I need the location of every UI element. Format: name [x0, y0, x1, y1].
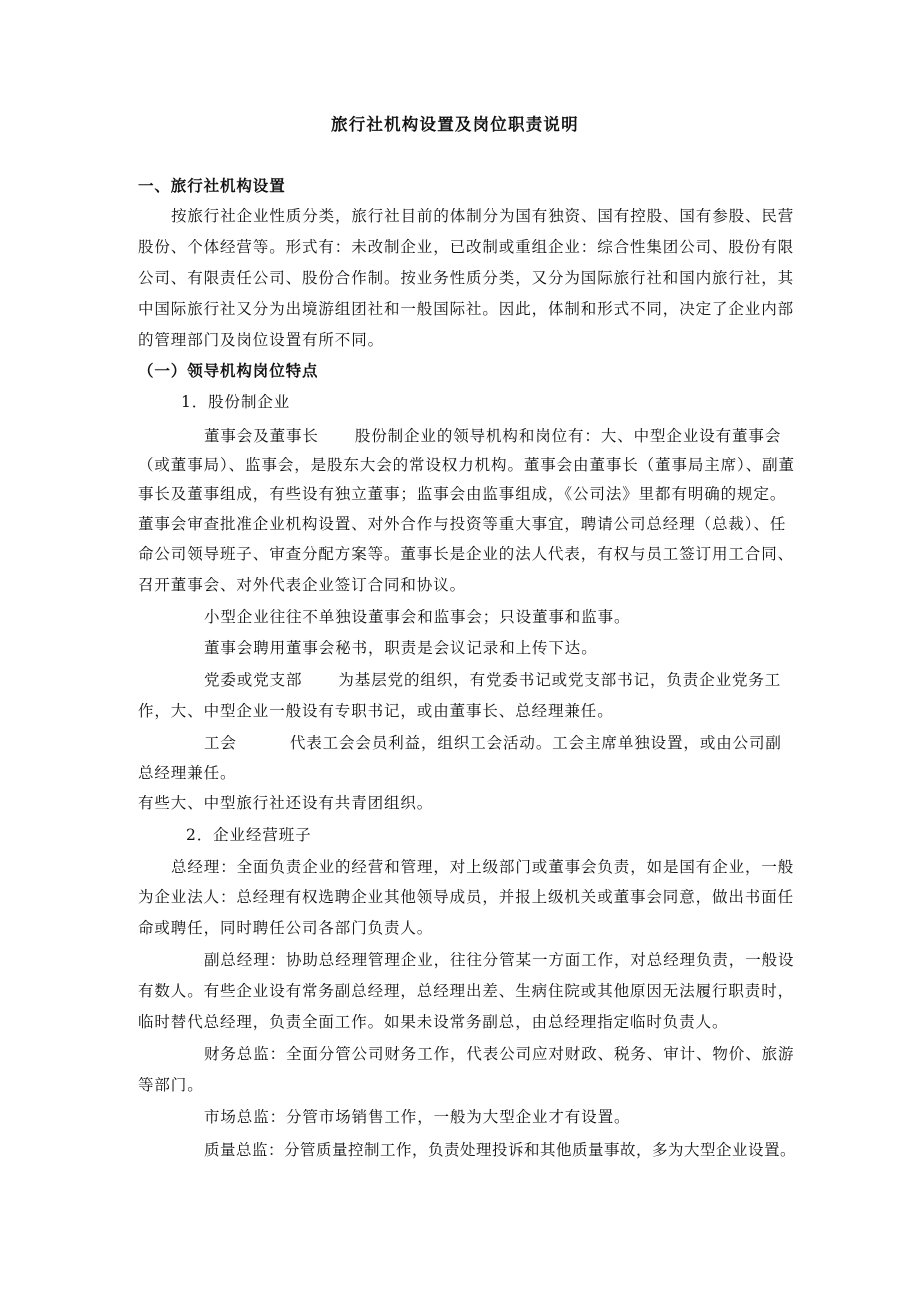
party-label: 党委或党支部	[204, 671, 303, 689]
union-text: 代表工会会员利益，组织工会活动。工会主席单独设置，或由公司副	[289, 734, 782, 752]
section-heading: 一、旅行社机构设置	[138, 177, 286, 195]
item-title: 2．企业经营班子	[186, 826, 312, 844]
deputy-line: 有数人。有些企业设有常务副总经理，总经理出差、生病住院或其他原因无法履行职责时，	[138, 982, 795, 1000]
gm-line: 总经理：全面负责企业的经营和管理，对上级部门或董事会负责，如是国有企业，一般	[171, 858, 795, 876]
board-line: 董事会审查批准企业机构设置、对外合作与投资等重大事宜，聘请公司总经理（总裁）、任	[138, 515, 787, 533]
intro-line: 公司、有限责任公司、股份合作制。按业务性质分类，又分为国际旅行社和国内旅行社，其	[138, 269, 795, 287]
gm-line: 命或聘任，同时聘任公司各部门负责人。	[138, 919, 434, 937]
intro-line: 按旅行社企业性质分类，旅行社目前的体制分为国有独资、国有控股、国有参股、民营	[171, 207, 795, 225]
party-line	[204, 670, 781, 690]
board-line: （或董事局）、监事会，是股东大会的常设权力机构。董事会由董事长（董事局主席）、副董	[138, 456, 795, 474]
cfo-line: 财务总监：全面分管公司财务工作，代表公司应对财政、税务、审计、物价、旅游	[204, 1045, 795, 1063]
cmo-text: 市场总监：分管市场销售工作，一般为大型企业才有设置。	[204, 1108, 631, 1126]
party-line: 作，大、中型企业一般设有专职书记，或由董事长、总经理兼任。	[138, 702, 614, 720]
document-title: 旅行社机构设置及岗位职责说明	[331, 115, 579, 134]
gm-line: 为企业法人：总经理有权选聘企业其他领导成员，并报上级机关或董事会同意，做出书面任	[138, 888, 795, 906]
small-company-text: 小型企业往往不单独设董事会和监事会；只设董事和监事。	[204, 608, 631, 626]
board-line: 命公司领导班子、审查分配方案等。董事长是企业的法人代表，有权与员工签订用工合同、	[138, 545, 795, 563]
qa-text: 质量总监：分管质量控制工作，负责处理投诉和其他质量事故，多为大型企业设置。	[204, 1141, 796, 1159]
party-text: 为基层党的组织，有党委书记或党支部书记，负责企业党务工	[338, 671, 782, 689]
item-title: 1．股份制企业	[181, 393, 291, 411]
board-line	[204, 426, 781, 446]
board-line: 事长及董事组成，有些设有独立董事；监事会由监事组成，《公司法》里都有明确的规定。	[138, 485, 787, 503]
subsection-heading: （一）领导机构岗位特点	[138, 362, 319, 380]
union-line	[204, 733, 782, 753]
deputy-line: 副总经理：协助总经理管理企业，往往分管某一方面工作，对总经理负责，一般设	[204, 951, 795, 969]
board-line: 召开董事会、对外代表企业签订合同和协议。	[138, 576, 467, 594]
intro-line: 中国际旅行社又分为出境游组团社和一般国际社。因此，体制和形式不同，决定了企业内部	[138, 300, 795, 318]
youth-text: 有些大、中型旅行社还设有共青团组织。	[138, 794, 434, 812]
cfo-line: 等部门。	[138, 1076, 204, 1094]
union-label: 工会	[204, 734, 237, 752]
union-line: 总经理兼任。	[138, 764, 237, 782]
secretary-text: 董事会聘用董事会秘书，职责是会议记录和上传下达。	[204, 639, 598, 657]
board-label: 董事会及董事长	[204, 427, 319, 445]
intro-line: 的管理部门及岗位设置有所不同。	[138, 331, 385, 349]
intro-line: 股份、个体经营等。形式有：未改制企业，已改制或重组企业：综合性集团公司、股份有限	[138, 238, 795, 256]
board-text: 股份制企业的领导机构和岗位有：大、中型企业设有董事会	[354, 427, 782, 445]
deputy-line: 临时替代总经理，负责全面工作。如果未设常务副总，由总经理指定临时负责人。	[138, 1013, 729, 1031]
